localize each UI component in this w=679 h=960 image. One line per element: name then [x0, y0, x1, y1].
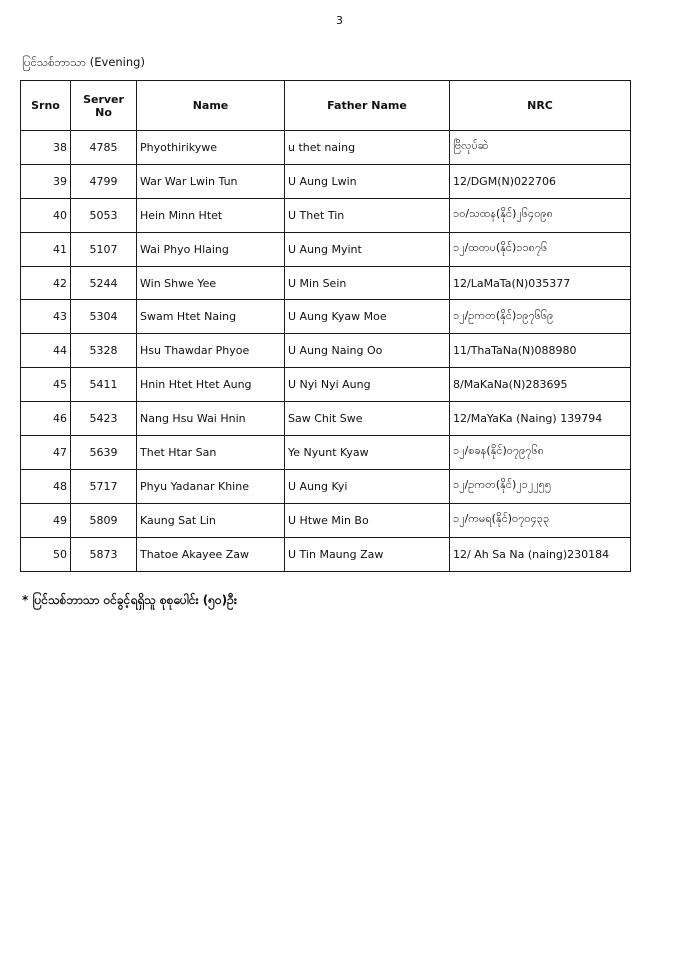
father-name-cell: U Thet Tin	[285, 198, 450, 232]
srno-cell: 38	[21, 131, 71, 165]
table-row	[21, 131, 631, 165]
srno-cell: 46	[21, 402, 71, 436]
server-no-cell: 5304	[71, 300, 137, 334]
table-row	[21, 300, 631, 334]
name-cell: Swam Htet Naing	[137, 300, 285, 334]
table-row	[21, 402, 631, 436]
table-row	[21, 198, 631, 232]
column-header-nrc: NRC	[450, 81, 631, 131]
srno-cell: 39	[21, 164, 71, 198]
nrc-cell: ၁၂/ထတပ(နိုင်)၁၁၈၇၆	[450, 232, 631, 266]
table-header-row	[21, 81, 631, 131]
server-no-cell: 5053	[71, 198, 137, 232]
server-no-cell: 5873	[71, 537, 137, 571]
srno-cell: 45	[21, 368, 71, 402]
srno-cell: 48	[21, 469, 71, 503]
footnote-total: * ပြင်သစ်ဘာသာ ဝင်ခွင့်ရရှိသူ စုစုပေါင်း (၅၀)ဦး	[22, 593, 237, 607]
server-no-cell: 5328	[71, 334, 137, 368]
server-no-cell: 4799	[71, 164, 137, 198]
name-cell: Nang Hsu Wai Hnin	[137, 402, 285, 436]
name-cell: Phyothirikywe	[137, 131, 285, 165]
father-name-cell: U Nyi Nyi Aung	[285, 368, 450, 402]
roster-table	[20, 80, 631, 572]
column-header-name: Name	[137, 81, 285, 131]
table-row	[21, 164, 631, 198]
server-no-cell: 5717	[71, 469, 137, 503]
name-cell: Hein Minn Htet	[137, 198, 285, 232]
table-row	[21, 368, 631, 402]
father-name-cell: U Htwe Min Bo	[285, 503, 450, 537]
table-row	[21, 266, 631, 300]
srno-cell: 50	[21, 537, 71, 571]
father-name-cell: u thet naing	[285, 131, 450, 165]
server-no-cell: 5809	[71, 503, 137, 537]
father-name-cell: U Aung Naing Oo	[285, 334, 450, 368]
name-cell: Hsu Thawdar Phyoe	[137, 334, 285, 368]
nrc-cell: 12/MaYaKa (Naing) 139794	[450, 402, 631, 436]
nrc-cell: ၁၂/ကမရ(နိုင်)၀၇၀၄၃၃	[450, 503, 631, 537]
nrc-cell: 8/MaKaNa(N)283695	[450, 368, 631, 402]
srno-cell: 41	[21, 232, 71, 266]
column-header-father-name: Father Name	[285, 81, 450, 131]
page-number: 3	[336, 14, 343, 27]
name-cell: Thatoe Akayee Zaw	[137, 537, 285, 571]
table-row	[21, 334, 631, 368]
srno-cell: 44	[21, 334, 71, 368]
column-header-srno: Srno	[21, 81, 71, 131]
nrc-cell: 11/ThaTaNa(N)088980	[450, 334, 631, 368]
server-no-cell: 5411	[71, 368, 137, 402]
server-no-cell: 5107	[71, 232, 137, 266]
srno-cell: 40	[21, 198, 71, 232]
table-row	[21, 469, 631, 503]
srno-cell: 42	[21, 266, 71, 300]
nrc-cell: 12/LaMaTa(N)035377	[450, 266, 631, 300]
name-cell: Wai Phyo Hlaing	[137, 232, 285, 266]
table-row	[21, 537, 631, 571]
table-row	[21, 232, 631, 266]
server-no-cell: 5639	[71, 436, 137, 470]
father-name-cell: Saw Chit Swe	[285, 402, 450, 436]
name-cell: Thet Htar San	[137, 436, 285, 470]
table-row	[21, 503, 631, 537]
nrc-cell: ၁၂/ဥကတ(နိုင်)၂၁၂၂၅၅	[450, 469, 631, 503]
column-header-server-no	[71, 81, 137, 131]
nrc-cell: ဗြိလုပ်ဆဲ	[450, 131, 631, 165]
srno-cell: 49	[21, 503, 71, 537]
father-name-cell: U Aung Kyaw Moe	[285, 300, 450, 334]
father-name-cell: U Aung Myint	[285, 232, 450, 266]
server-header-line2: No	[95, 105, 112, 119]
server-no-cell: 5423	[71, 402, 137, 436]
nrc-cell: ၁၂/ဥကတ(နိုင်)၁၉၇၆၆၉	[450, 300, 631, 334]
name-cell: Hnin Htet Htet Aung	[137, 368, 285, 402]
name-cell: Kaung Sat Lin	[137, 503, 285, 537]
server-header-line1: Server	[83, 92, 124, 106]
nrc-cell: 12/DGM(N)022706	[450, 164, 631, 198]
nrc-cell: 12/ Ah Sa Na (naing)230184	[450, 537, 631, 571]
name-cell: Phyu Yadanar Khine	[137, 469, 285, 503]
nrc-cell: ၁၀/သထန(နိုင်)၂၆၄၀၉၈	[450, 198, 631, 232]
server-no-cell: 4785	[71, 131, 137, 165]
srno-cell: 47	[21, 436, 71, 470]
father-name-cell: U Aung Lwin	[285, 164, 450, 198]
father-name-cell: U Min Sein	[285, 266, 450, 300]
father-name-cell: U Aung Kyi	[285, 469, 450, 503]
table-row	[21, 436, 631, 470]
server-no-cell: 5244	[71, 266, 137, 300]
srno-cell: 43	[21, 300, 71, 334]
nrc-cell: ၁၂/စခန(နိုင်)၀၇၉၇၆၈	[450, 436, 631, 470]
name-cell: War War Lwin Tun	[137, 164, 285, 198]
name-cell: Win Shwe Yee	[137, 266, 285, 300]
father-name-cell: Ye Nyunt Kyaw	[285, 436, 450, 470]
section-title: ပြင်သစ်ဘာသာ (Evening)	[22, 55, 145, 69]
father-name-cell: U Tin Maung Zaw	[285, 537, 450, 571]
